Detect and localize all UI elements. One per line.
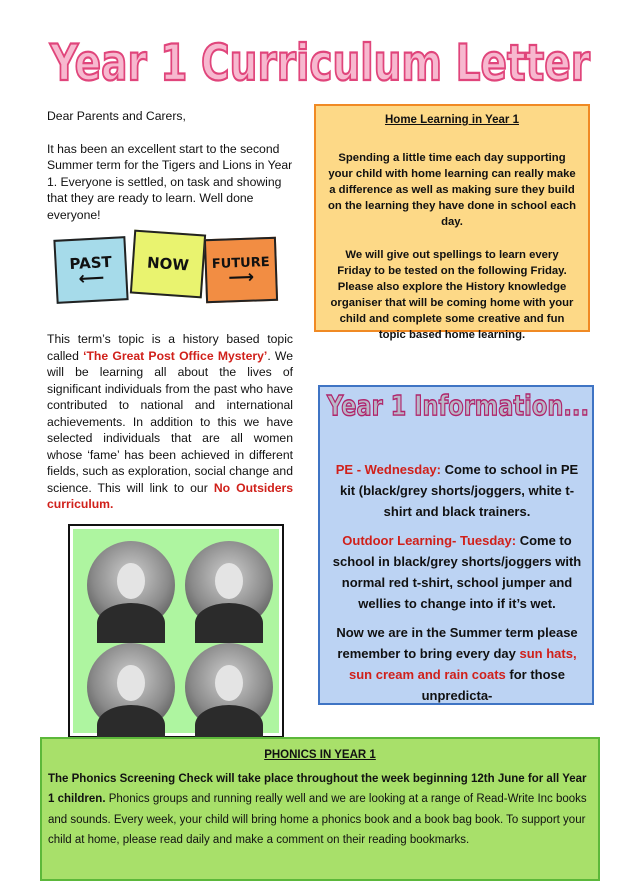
summer-info <box>328 622 586 706</box>
home-learning-para-1: Spending a little time each day supporting your child with home learning can really make a difference as well as making sure they build on the learning they have done in school each day. <box>328 152 576 228</box>
topic-name: ‘The Great Post Office Mystery’ <box>83 348 268 363</box>
portrait-woman-icon <box>185 643 273 731</box>
future-card <box>204 237 278 303</box>
topic-text-2: . We will be learning all about the lives of significant individuals from the past who have contributed to national and international achievements. In addition to this we have selected individuals that are all women whose ‘fame’ has been achieved in different fields, such as exploration, social change and science. This will link to our <box>47 348 293 495</box>
past-card <box>53 236 128 304</box>
pe-label: PE - Wednesday: <box>335 462 441 477</box>
intro-paragraph: It has been an excellent start to the second Summer term for the Tigers and Lions in Year 1. Everyone is settled, on task and showing that they are ready to learn. Well done everyone! <box>47 141 293 222</box>
page-title <box>40 28 600 98</box>
greeting: Dear Parents and Carers, <box>47 109 186 123</box>
future-label: FUTURE <box>211 254 270 272</box>
outdoor-text: Come to school in black/grey shorts/joggers with normal red t-shirt, school jumper and wellies to change into if it’s wet. <box>332 533 582 611</box>
outdoor-label: Outdoor Learning- Tuesday: <box>342 533 517 548</box>
topic-paragraph <box>47 331 293 513</box>
outdoor-info <box>328 530 586 614</box>
now-label: NOW <box>146 253 190 275</box>
home-learning-heading: Home Learning in Year 1 <box>384 114 519 126</box>
summer-text-2: for those unpredicta- <box>421 667 565 703</box>
curriculum-name: No Outsiders curriculum. <box>47 480 293 511</box>
topic-text-1: This term’s topic is a history based topic called <box>47 332 293 363</box>
phonics-bold-text: The Phonics Screening Check will take place throughout the week beginning 12th June for all Year 1 children. <box>48 772 587 805</box>
phonics-box <box>40 737 600 881</box>
summer-text-1: Now we are in the Summer term please remember to bring every day <box>336 625 578 661</box>
intro-section <box>47 108 297 239</box>
phonics-body-text: Phonics groups and running really well and we are looking at a range of Read-Write Inc books and sounds. Every week, your child will bring home a phonics book and a book bag book. To support your child at home, please read daily and make a comment on their reading bookmarks. <box>48 793 587 846</box>
summer-items: sun hats, sun cream and rain coats <box>348 646 577 682</box>
pe-info <box>328 459 586 522</box>
phonics-heading: PHONICS IN YEAR 1 <box>264 749 376 761</box>
year1-info-heading <box>324 387 592 423</box>
page-title-text: Year 1 Curriculum Letter <box>49 34 591 92</box>
now-card <box>130 230 206 299</box>
year1-info-heading-text: Year 1 Information... <box>326 389 589 422</box>
home-learning-box <box>314 104 590 341</box>
arrow-left-icon: ⟵ <box>78 267 105 290</box>
arrow-right-icon: ⟶ <box>227 266 255 288</box>
year1-info-box <box>318 385 594 705</box>
portrait-aviator-icon <box>87 541 175 629</box>
portraits-panel <box>68 524 284 738</box>
home-learning-para-2: We will give out spellings to learn every Friday to be tested on the following Friday. Please also explore the History knowledge organiser that will be coming home with your child and complete some creative and fun topic based home learning. <box>330 249 574 341</box>
phonics-paragraph <box>48 769 592 851</box>
portrait-woman-hat-icon <box>185 541 273 629</box>
past-label: PAST <box>69 252 113 274</box>
pe-text: Come to school in PE kit (black/grey shorts/joggers, white t-shirt and black trainers. <box>339 462 579 519</box>
past-now-future-graphic <box>55 232 280 307</box>
portrait-nurse-icon <box>87 643 175 731</box>
